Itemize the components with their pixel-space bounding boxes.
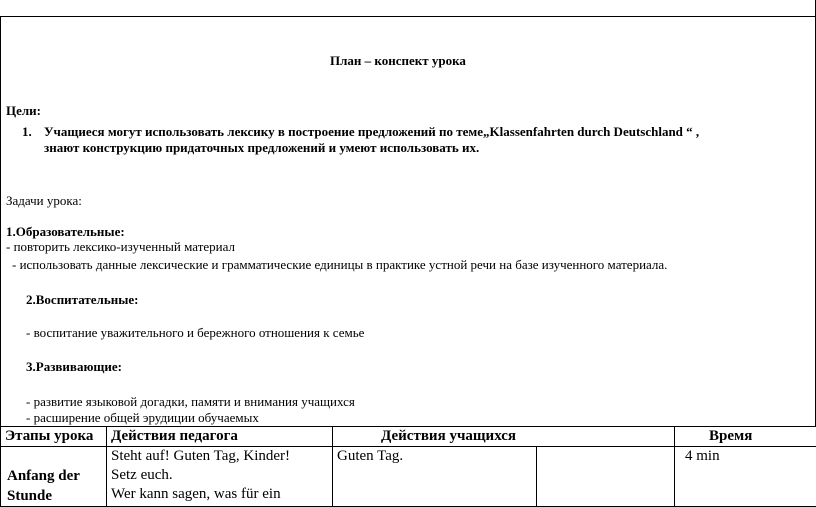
lesson-stages-table xyxy=(0,426,816,507)
upbringing-heading: 2.Воспитательные: xyxy=(26,292,138,307)
table-header-row xyxy=(1,427,816,447)
time-value: 4 min xyxy=(685,447,816,466)
stage-cell xyxy=(1,447,107,507)
teacher-line-1: Steht auf! Guten Tag, Kinder! xyxy=(111,447,332,466)
header-time: Время xyxy=(675,427,816,447)
header-students: Действия учащихся xyxy=(333,427,675,447)
teacher-line-3: Wer kann sagen, was für ein xyxy=(111,485,332,504)
developing-item-2: - расширение общей эрудиции обучаемых xyxy=(26,410,259,425)
frame-left-border xyxy=(0,16,1,426)
frame-top-border xyxy=(0,16,816,17)
goal-line-2: знают конструкцию придаточных предложений и умеют использовать их. xyxy=(44,140,479,155)
students-line-1: Guten Tag. xyxy=(337,447,536,466)
goals-heading: Цели: xyxy=(6,103,41,118)
upbringing-item-1: - воспитание уважительного и бережного отношения к семье xyxy=(26,325,364,340)
educational-heading: 1.Образовательные: xyxy=(6,224,125,239)
stage-line-2: Stunde xyxy=(7,486,106,506)
header-teacher: Действия педагога xyxy=(107,427,333,447)
goal-line-1: Учащиеся могут использовать лексику в построение предложений по теме„Klassenfahrten durch Deutschland “ , xyxy=(44,124,699,139)
time-cell xyxy=(675,447,816,507)
page-title: План – конспект урока xyxy=(330,53,466,68)
teacher-cell xyxy=(107,447,333,507)
developing-heading: 3.Развивающие: xyxy=(26,359,122,374)
goal-number: 1. xyxy=(22,124,32,139)
empty-cell xyxy=(537,447,675,507)
stage-line-1: Anfang der xyxy=(7,466,106,486)
educational-item-2: - использовать данные лексические и грамматические единицы в практике устной речи на базе изученного материала. xyxy=(12,257,667,272)
educational-item-1: - повторить лексико-изученный материал xyxy=(6,239,235,254)
teacher-line-2: Setz euch. xyxy=(111,466,332,485)
students-cell xyxy=(333,447,537,507)
tasks-heading: Задачи урока: xyxy=(6,193,82,208)
developing-item-1: - развитие языковой догадки, памяти и внимания учащихся xyxy=(26,394,355,409)
header-stages: Этапы урока xyxy=(1,427,107,447)
table-row xyxy=(1,447,816,507)
